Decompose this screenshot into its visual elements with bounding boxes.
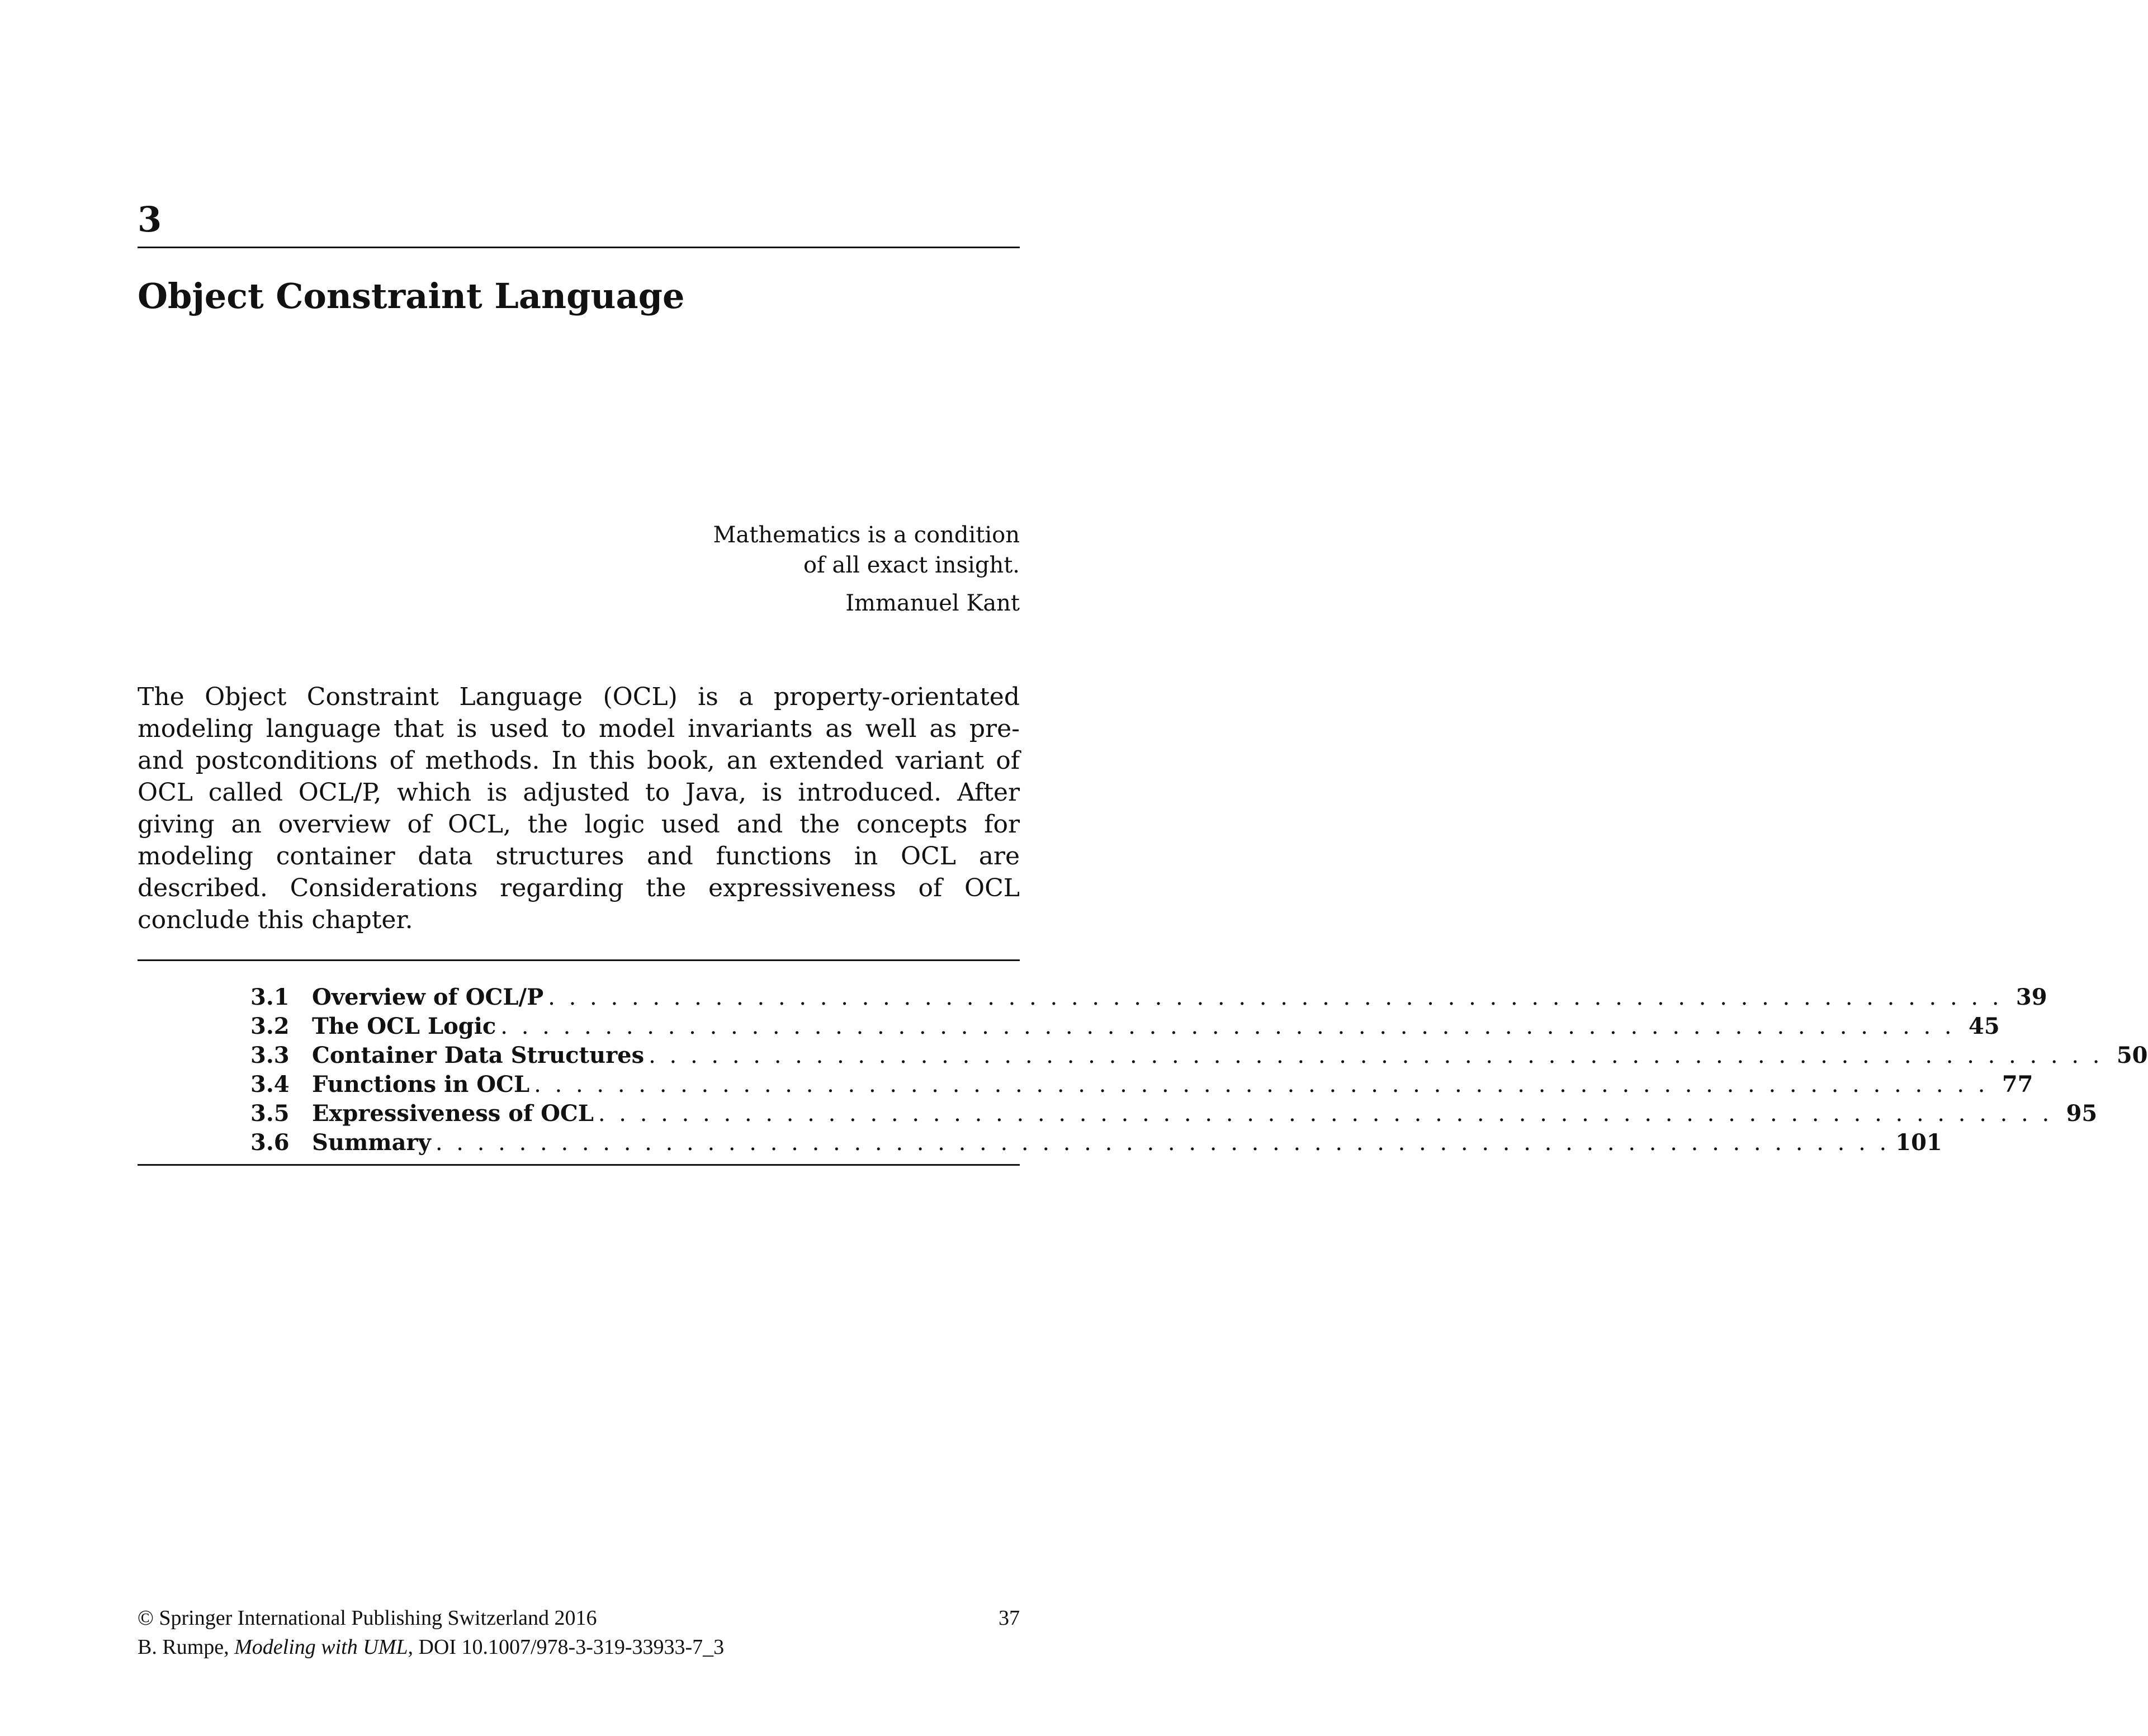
toc-entry[interactable] (250, 1070, 2033, 1099)
toc-entry-label: Expressiveness of OCL (312, 1100, 594, 1127)
citation-doi: , DOI 10.1007/978-3-319-33933-7_3 (408, 1635, 725, 1659)
toc-entry-page: 50 (2116, 1042, 2148, 1068)
epigraph (713, 520, 1020, 618)
epigraph-author: Immanuel Kant (845, 590, 1020, 616)
toc-entry-page: 101 (1895, 1129, 1942, 1156)
toc-entry[interactable] (250, 1041, 2148, 1070)
toc-entry-number: 3.3 (250, 1042, 290, 1068)
citation-book-title: Modeling with UML (234, 1635, 408, 1659)
toc-entry-label: Functions in OCL (312, 1071, 530, 1098)
toc-entry[interactable] (250, 1128, 1942, 1157)
toc-entry-page: 95 (2066, 1100, 2098, 1127)
toc-entry-number: 3.1 (250, 984, 290, 1010)
chapter-toc (250, 983, 2148, 1157)
chapter-number: 3 (138, 199, 162, 240)
footer-line-2 (138, 1633, 1020, 1662)
toc-entry-page: 77 (2002, 1071, 2033, 1098)
toc-dot-leader: . . . . . . . . . . . . . . . . . . . . . . . . . . . . . . . . . . . . . . . . . . . . . . . . . . . . . . . . . . . . . . . . . . . . . . (649, 1043, 2103, 1068)
footer-line-1 (138, 1603, 1020, 1633)
toc-entry-label: Summary (312, 1129, 431, 1156)
epigraph-line-2: of all exact insight. (803, 552, 1020, 578)
epigraph-line-1: Mathematics is a condition (713, 522, 1020, 548)
toc-top-rule (138, 959, 1020, 961)
toc-entry[interactable] (250, 1099, 2098, 1128)
toc-entry-number: 3.5 (250, 1100, 290, 1127)
toc-entry-number: 3.6 (250, 1129, 290, 1156)
citation-prefix: B. Rumpe, (138, 1635, 235, 1659)
citation (138, 1633, 724, 1662)
toc-entry[interactable] (250, 1012, 2000, 1041)
toc-bottom-rule (138, 1164, 1020, 1166)
toc-entry-number: 3.4 (250, 1071, 290, 1098)
toc-entry-label: Container Data Structures (312, 1042, 645, 1068)
copyright-notice: © Springer International Publishing Switzerland 2016 (138, 1606, 597, 1630)
toc-dot-leader: . . . . . . . . . . . . . . . . . . . . . . . . . . . . . . . . . . . . . . . . . . . . . . . . . . . . . . . . . . . . . . . . . . . . . . (548, 985, 2003, 1010)
page-footer (138, 1603, 1020, 1662)
chapter-title: Object Constraint Language (138, 276, 685, 316)
toc-entry-number: 3.2 (250, 1013, 290, 1039)
toc-entry-page: 45 (1968, 1013, 2000, 1039)
toc-dot-leader: . . . . . . . . . . . . . . . . . . . . . . . . . . . . . . . . . . . . . . . . . . . . . . . . . . . . . . . . . . . . . . . . . . . . . . (500, 1014, 1955, 1039)
toc-dot-leader: . . . . . . . . . . . . . . . . . . . . . . . . . . . . . . . . . . . . . . . . . . . . . . . . . . . . . . . . . . . . . . . . . . . . . . (534, 1072, 1989, 1098)
chapter-title-rule (138, 247, 1020, 248)
toc-dot-leader: . . . . . . . . . . . . . . . . . . . . . . . . . . . . . . . . . . . . . . . . . . . . . . . . . . . . . . . . . . . . . . . . . . . . . . (598, 1101, 2053, 1127)
page-number: 37 (999, 1606, 1020, 1630)
toc-dot-leader: . . . . . . . . . . . . . . . . . . . . . . . . . . . . . . . . . . . . . . . . . . . . . . . . . . . . . . . . . . . . . . . . . . . . . . (435, 1130, 1890, 1156)
toc-entry-page: 39 (2015, 984, 2047, 1010)
toc-entry-label: The OCL Logic (312, 1013, 496, 1039)
chapter-abstract: The Object Constraint Language (OCL) is a property-orientated modeling language that is used to model invariants as well as pre- and postconditions of methods. In this book, an extended variant of OCL called OCL/P, which is adjusted to Java, is introduced. After giving an overview of OCL, the logic used and the concepts for modeling container data structures and functions in OCL are described. Considerations regarding the expressiveness of OCL conclude this chapter. (138, 683, 1020, 934)
toc-entry-label: Overview of OCL/P (312, 984, 544, 1010)
toc-entry[interactable] (250, 983, 2047, 1012)
